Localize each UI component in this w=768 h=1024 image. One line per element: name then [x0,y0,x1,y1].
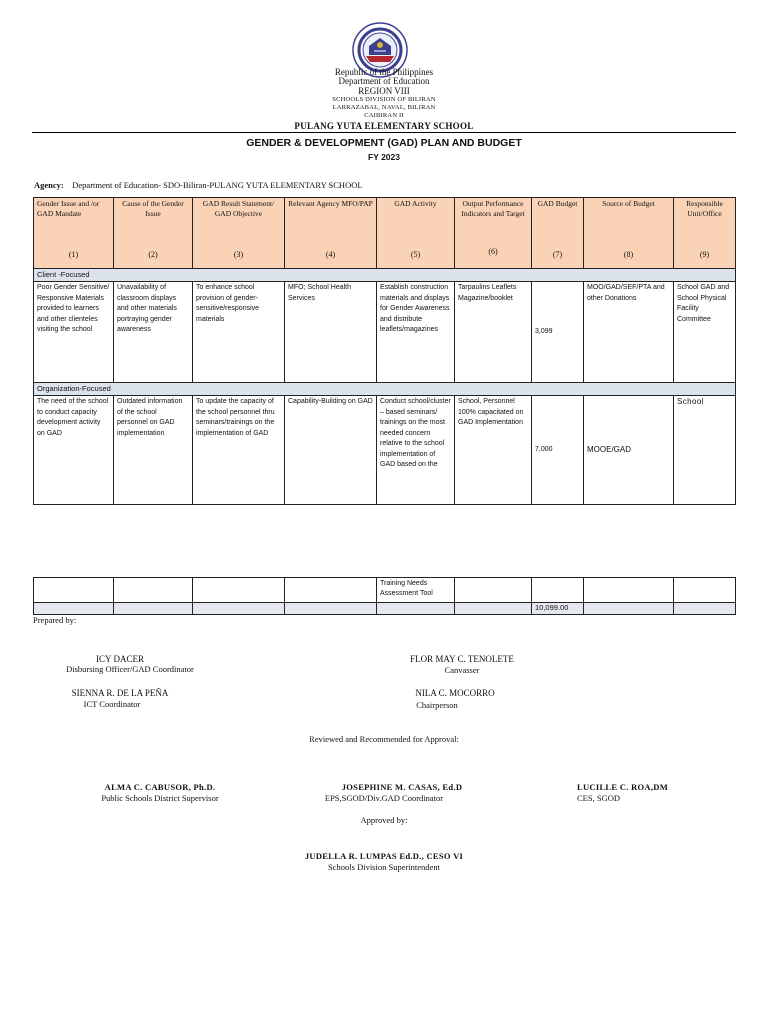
col-header: Source of Budget (8) [584,198,674,269]
cell-budget: 7,000 [532,396,584,505]
section-row-client [34,269,736,282]
prepared-by-label: Prepared by: [33,615,77,625]
fiscal-year: FY 2023 [368,152,400,162]
col-header: Output Performance Indicators and Target (6) [455,198,532,269]
total-row [34,603,736,615]
cell-mfo: Capability-Building on GAD [285,396,377,505]
cell-unit: School GAD and School Physical Facility Committee [674,282,736,383]
gad-plan-table-continued [33,577,736,615]
cell-unit: School [674,396,736,505]
address-line: LARRAZABAL, NAVAL, BILIRAN [332,104,436,111]
school-name: PULANG YUTA ELEMENTARY SCHOOL [294,121,474,131]
table-row [34,578,736,603]
header-rule [32,132,736,133]
section-label: Organization-Focused [34,383,736,396]
cell-issue: Poor Gender Sensitive/ Responsive Materials provided to learners and other clienteles visiting the school [34,282,114,383]
department-line: Department of Education [338,76,430,86]
table-row [34,396,736,505]
approved-label: Approved by: [360,815,408,825]
signatory-title: Disbursing Officer/GAD Coordinator [66,664,194,674]
signatory-title: ICT Coordinator [83,699,141,709]
cell-source: MOO/GAD/SEF/PTA and other Donations [584,282,674,383]
cell-output: School, Personnel 100% capacitated on GAD Implementation [455,396,532,505]
section-label: Client -Focused [34,269,736,282]
district-line: CAIBIRAN II [364,112,404,119]
signatory-name: JUDELLA R. LUMPAS Ed.D., CESO VI [304,851,464,861]
gad-plan-table [33,197,736,505]
signatory-name: LUCILLE C. ROA,DM [577,782,669,792]
region-line: REGION VIII [358,86,410,96]
signatory-title: Public Schools District Supervisor [101,793,219,803]
total-budget: 10,099.00 [532,603,584,615]
agency-value: Department of Education- SDO-Biliran-PULANG YUTA ELEMENTARY SCHOOL [72,180,363,190]
signatory-title: Canvasser [444,665,480,675]
col-header: Relevant Agency MFO/PAP (4) [285,198,377,269]
cell-objective: To update the capacity of the school personnel thru seminars/trainings on the implementation of GAD [193,396,285,505]
col-header: Gender Issue and /or GAD Mandate (1) [34,198,114,269]
cell-activity-continued: Training Needs Assessment Tool [377,578,455,603]
signatory-name: SIENNA R. DE LA PEÑA [71,688,169,698]
section-row-organization [34,383,736,396]
col-header: GAD Budget (7) [532,198,584,269]
cell-objective: To enhance school provision of gender-sensitive/responsive materials [193,282,285,383]
signatory-title: Schools Division Superintendent [328,862,440,872]
signatory-name: ICY DACER [96,654,144,664]
col-header: Cause of the Gender Issue (2) [114,198,193,269]
cell-activity: Establish construction materials and displays for Gender Awareness and distribute leaflets/magazines [377,282,455,383]
cell-activity: Conduct school/cluster – based seminars/ trainings on the most needed concern relative to the school implementation of GAD based on the [377,396,455,505]
reviewed-label: Reviewed and Recommended for Approval: [309,734,459,744]
signatory-name: ALMA C. CABUSOR, Ph.D. [104,782,216,792]
document-title: GENDER & DEVELOPMENT (GAD) PLAN AND BUDGET [246,137,522,149]
table-row [34,282,736,383]
cell-cause: Outdated information of the school personnel on GAD implementation [114,396,193,505]
cell-budget: 3,099 [532,282,584,383]
signatory-title: Chairperson [416,700,458,710]
col-header: GAD Result Statement/ GAD Objective (3) [193,198,285,269]
col-header: Responsible Unit/Office (9) [674,198,736,269]
signatory-name: JOSEPHINE M. CASAS, Ed.D [341,782,463,792]
cell-output: Tarpaulins Leaflets Magazine/booklet [455,282,532,383]
agency-line: Agency: Department of Education- SDO-Biliran-PULANG YUTA ELEMENTARY SCHOOL [34,180,363,190]
division-line: SCHOOLS DIVISION OF BILIRAN [332,96,436,103]
cell-issue: The need of the school to conduct capacity development activity on GAD [34,396,114,505]
signatory-title: EPS,SGOD/Div.GAD Coordinator [324,793,444,803]
cell-source: MOOE/GAD [584,396,674,505]
republic-line: Republic of the Philippines [334,67,434,77]
cell-mfo: MFO; School Health Services [285,282,377,383]
signatory-name: FLOR MAY C. TENOLETE [410,654,514,664]
agency-label: Agency [34,180,61,190]
signatory-name: NILA C. MOCORRO [415,688,495,698]
table-header-row [34,198,736,269]
cell-cause: Unavailability of classroom displays and other materials portraying gender awareness [114,282,193,383]
signatory-title: CES, SGOD [577,793,620,803]
col-header: GAD Activity (5) [377,198,455,269]
